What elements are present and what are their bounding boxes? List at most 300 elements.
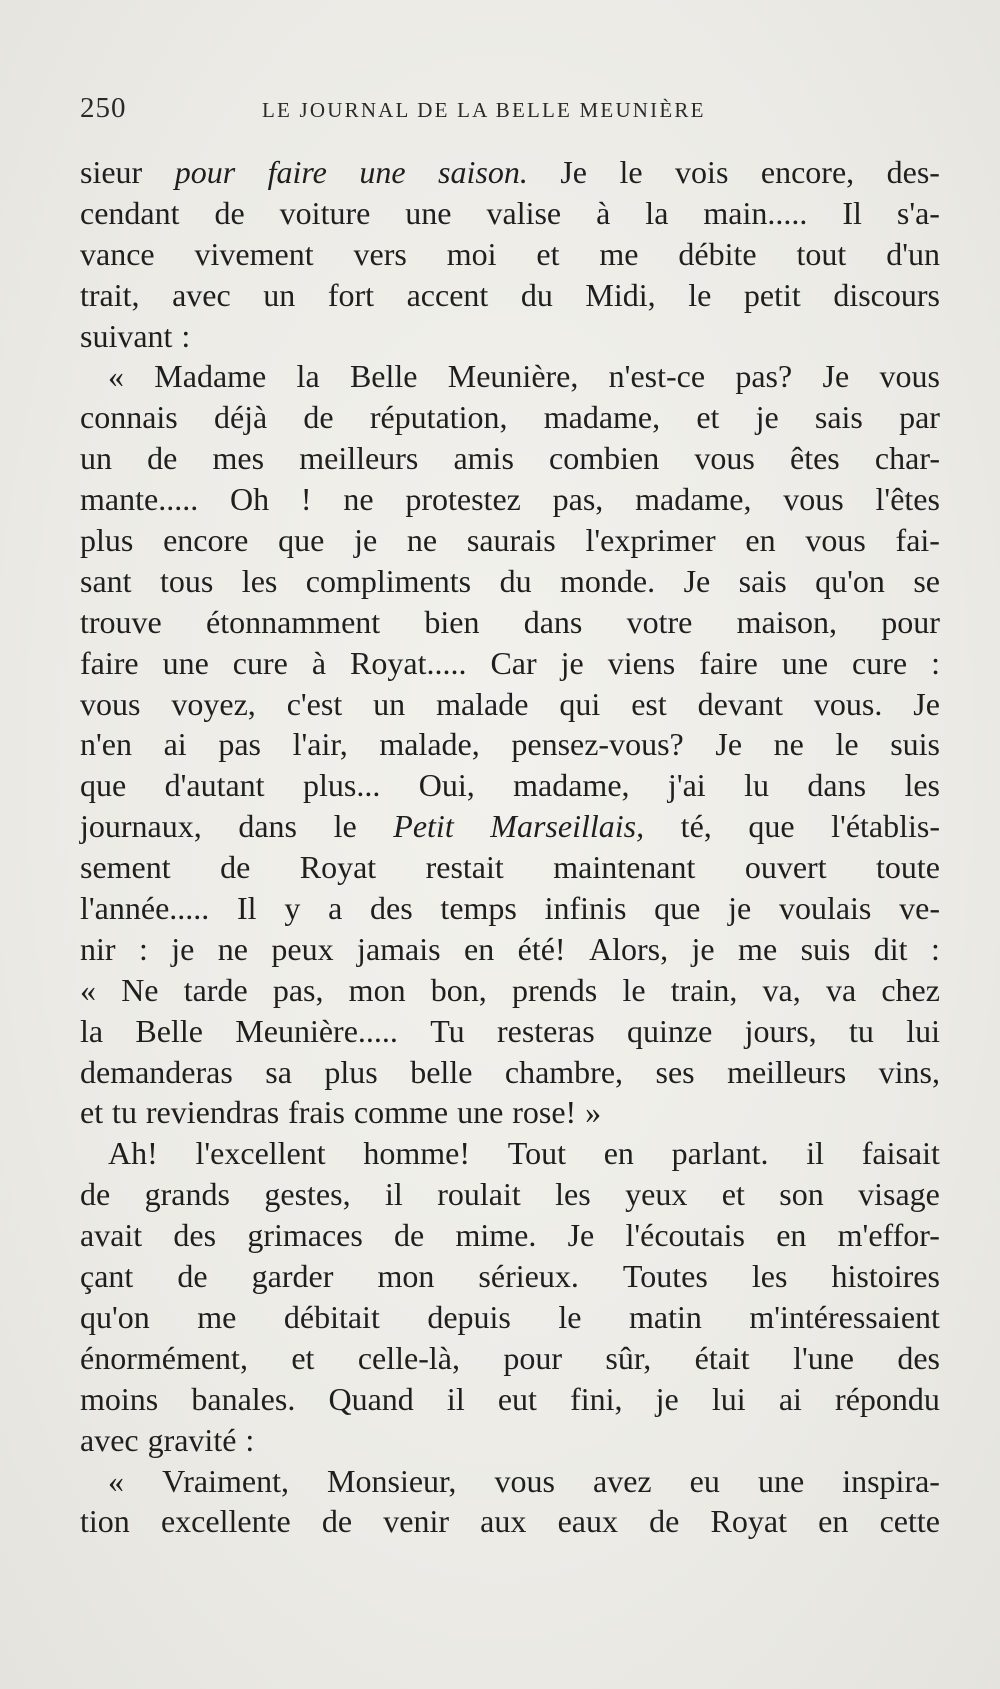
word: les	[904, 767, 940, 804]
word: je	[728, 890, 752, 927]
word: étonnamment	[205, 603, 381, 640]
word: plus...	[302, 767, 381, 804]
word: une	[162, 644, 209, 681]
word: je	[755, 399, 779, 436]
text-line	[80, 1256, 940, 1297]
text-line	[80, 520, 940, 561]
word: pas?	[735, 358, 793, 395]
word: suis	[890, 726, 940, 763]
word: je	[655, 1380, 679, 1417]
word: ne	[773, 726, 804, 763]
word: Royat.....	[350, 644, 467, 681]
text-line	[80, 1052, 940, 1093]
word: pas,	[272, 971, 324, 1008]
word: l'excellent	[195, 1135, 326, 1172]
word: de	[649, 1503, 680, 1540]
word: Petit	[393, 808, 454, 845]
word: dit	[873, 930, 908, 967]
word: Meunière.....	[235, 1012, 398, 1049]
word: plus	[324, 1053, 378, 1090]
word: ai	[778, 1380, 802, 1417]
word: Toutes	[622, 1258, 708, 1295]
word: sement	[80, 849, 171, 886]
word: peux	[271, 930, 334, 967]
word: grimaces	[247, 1217, 363, 1254]
word: meilleurs	[727, 1053, 847, 1090]
word: nir	[80, 930, 116, 967]
text-line	[80, 356, 940, 397]
word: vous.	[813, 685, 883, 722]
word: eut	[497, 1380, 537, 1417]
word: d'un	[886, 235, 940, 272]
word: banales.	[191, 1380, 296, 1417]
word: vers	[353, 235, 407, 272]
word: va	[825, 971, 857, 1008]
word: faisait	[861, 1135, 940, 1172]
word: meilleurs	[299, 440, 419, 477]
word: était	[694, 1339, 750, 1376]
word: de	[147, 440, 178, 477]
word: de	[80, 1176, 111, 1213]
word: en	[745, 522, 776, 559]
word: «	[108, 358, 124, 395]
word: déjà	[213, 399, 268, 436]
word: cure	[852, 644, 908, 681]
word: Marseillais,	[490, 808, 645, 845]
word: histoires	[831, 1258, 940, 1295]
body-text	[80, 152, 940, 1542]
word: mime.	[455, 1217, 537, 1254]
word: le	[558, 1298, 582, 1335]
word: a	[328, 890, 343, 927]
word: et	[696, 399, 720, 436]
word: jours,	[744, 1012, 817, 1049]
word: !	[300, 481, 312, 518]
word: vous	[80, 685, 141, 722]
word: Il	[237, 890, 257, 927]
word: tion	[80, 1503, 130, 1540]
word: vous	[783, 481, 844, 518]
word: pour	[881, 603, 940, 640]
text-line	[80, 193, 940, 234]
word: réputation,	[369, 399, 508, 436]
text-line	[80, 1501, 940, 1542]
word: :	[181, 317, 191, 354]
word: fini,	[570, 1380, 623, 1417]
word: tu	[112, 1094, 137, 1131]
word: une	[359, 154, 406, 190]
word: que	[748, 808, 795, 845]
word: fai-	[895, 522, 940, 559]
word: Je	[822, 358, 850, 395]
word: vois	[675, 154, 729, 190]
word: connais	[80, 399, 178, 436]
page-header	[80, 92, 940, 128]
word: que	[654, 890, 701, 927]
text-line	[80, 1297, 940, 1338]
word: restait	[425, 849, 504, 886]
word: débite	[678, 235, 757, 272]
word: un	[80, 440, 112, 477]
word: protestez	[405, 481, 521, 518]
word: Quand	[328, 1380, 414, 1417]
word: Tout	[507, 1135, 566, 1172]
word: compliments	[305, 562, 472, 599]
word: bien	[424, 603, 480, 640]
word: maison,	[736, 603, 838, 640]
word: dans	[807, 767, 867, 804]
word: petit	[743, 276, 801, 313]
word: avait	[80, 1217, 143, 1254]
word: celle-là,	[357, 1339, 460, 1376]
word: trouve	[80, 603, 162, 640]
word: visage	[858, 1176, 940, 1213]
word: vous	[805, 522, 866, 559]
word: qu'on	[815, 562, 885, 599]
word: énormément,	[80, 1339, 248, 1376]
text-line	[80, 152, 940, 193]
text-line	[80, 929, 940, 970]
word: belle	[410, 1053, 473, 1090]
word: Tu	[430, 1012, 465, 1049]
word: tarde	[183, 971, 248, 1008]
word: parlant.	[671, 1135, 769, 1172]
word: les	[555, 1176, 591, 1213]
word: des	[173, 1217, 217, 1254]
word: toute	[876, 849, 940, 886]
word: prends	[511, 971, 598, 1008]
text-line	[80, 1174, 940, 1215]
word: Je	[560, 154, 587, 190]
word: une	[405, 194, 452, 231]
text-line	[80, 1461, 940, 1502]
word: rose!	[512, 1094, 577, 1131]
word: çant	[80, 1258, 134, 1295]
word: gravité	[147, 1421, 237, 1458]
word: Je	[715, 726, 743, 763]
word: gestes,	[264, 1176, 351, 1213]
word: me	[197, 1298, 237, 1335]
word: que	[278, 522, 325, 559]
word: yeux	[625, 1176, 688, 1213]
word: accent	[406, 276, 489, 313]
word: moi	[446, 235, 497, 272]
text-line	[80, 316, 940, 357]
word: les	[751, 1258, 788, 1295]
word: venir	[383, 1503, 449, 1540]
word: tous	[160, 562, 214, 599]
word: le	[835, 726, 859, 763]
word: l'air,	[292, 726, 348, 763]
word: sûr,	[605, 1339, 652, 1376]
word: »	[585, 1094, 602, 1131]
word: Ah!	[108, 1135, 158, 1172]
word: chez	[881, 971, 940, 1008]
word: m'intéressaient	[749, 1298, 940, 1335]
word: sa	[265, 1053, 292, 1090]
word: vins,	[878, 1053, 940, 1090]
word: main.....	[703, 194, 808, 231]
word: je	[560, 644, 584, 681]
word: vance	[80, 235, 155, 272]
word: Je	[683, 562, 711, 599]
word: une	[781, 644, 829, 681]
word: lui	[906, 1012, 940, 1049]
word: la	[645, 194, 669, 231]
text-line	[80, 1420, 940, 1461]
word: inspira-	[842, 1462, 940, 1499]
word: char-	[874, 440, 940, 477]
word: encore,	[760, 154, 855, 190]
word: jamais	[357, 930, 441, 967]
word: se	[913, 562, 940, 599]
word: maintenant	[553, 849, 696, 886]
text-line	[80, 847, 940, 888]
text-line	[80, 1011, 940, 1052]
word: :	[931, 644, 940, 681]
text-line	[80, 684, 940, 725]
word: faire	[699, 644, 758, 681]
word: journaux,	[80, 808, 202, 845]
word: une	[757, 1462, 805, 1499]
word: :	[245, 1421, 255, 1458]
word: l'écoutais	[625, 1217, 745, 1254]
word: vivement	[194, 235, 314, 272]
word: ne	[343, 481, 374, 518]
word: de	[220, 849, 251, 886]
word: avec	[80, 1421, 139, 1458]
word: l'êtes	[875, 481, 940, 518]
word: ne	[217, 930, 248, 967]
word: mante.....	[80, 481, 199, 518]
text-line	[80, 397, 940, 438]
word: votre	[626, 603, 693, 640]
word: mon	[348, 971, 406, 1008]
word: eu	[689, 1462, 720, 1499]
word: à	[596, 194, 611, 231]
word: il	[446, 1380, 465, 1417]
word: il	[806, 1135, 824, 1172]
word: té,	[680, 808, 712, 845]
word: êtes	[790, 440, 840, 477]
page-number: 250	[80, 92, 127, 124]
word: encore	[163, 522, 249, 559]
word: madame,	[543, 399, 661, 436]
word: de	[214, 194, 245, 231]
word: Je	[567, 1217, 595, 1254]
word: n'en	[80, 726, 132, 763]
word: sant	[80, 562, 132, 599]
word: aux	[480, 1503, 527, 1540]
word: vous	[494, 1462, 555, 1499]
word: dans	[238, 808, 297, 845]
word: en	[776, 1217, 807, 1254]
word: faire	[267, 154, 327, 190]
word: roulait	[437, 1176, 521, 1213]
word: Belle	[135, 1012, 203, 1049]
word: combien	[549, 440, 660, 477]
word: répondu	[835, 1380, 940, 1417]
word: comme	[353, 1094, 449, 1131]
word: l'année.....	[80, 890, 210, 927]
word: depuis	[427, 1298, 511, 1335]
word: je	[691, 930, 715, 967]
word: m'effor-	[837, 1217, 940, 1254]
word: garder	[251, 1258, 334, 1295]
word: viens	[607, 644, 676, 681]
word: qui	[559, 685, 601, 722]
word: :	[138, 930, 148, 967]
word: mon	[377, 1258, 435, 1295]
word: madame,	[513, 767, 630, 804]
word: infinis	[544, 890, 627, 927]
word: et	[291, 1339, 315, 1376]
word: moins	[80, 1380, 159, 1417]
word: été!	[517, 930, 566, 967]
text-line	[80, 888, 940, 929]
word: le	[688, 276, 712, 313]
word: voulais	[778, 890, 872, 927]
word: me	[738, 930, 778, 967]
word: l'établis-	[831, 808, 940, 845]
word: pour	[174, 154, 236, 190]
word: vous	[879, 358, 940, 395]
running-title: LE JOURNAL DE LA BELLE MEUNIÈRE	[262, 98, 706, 122]
word: une	[457, 1094, 504, 1131]
word: plus	[80, 522, 134, 559]
word: malade,	[379, 726, 480, 763]
word: ve-	[899, 890, 940, 927]
text-line	[80, 765, 940, 806]
word: de	[303, 399, 334, 436]
word: avez	[593, 1462, 652, 1499]
word: temps	[440, 890, 517, 927]
text-line	[80, 970, 940, 1011]
word: Il	[842, 194, 862, 231]
word: des	[897, 1339, 940, 1376]
word: j'ai	[667, 767, 706, 804]
word: en	[818, 1503, 849, 1540]
word: discours	[833, 276, 940, 313]
word: grands	[144, 1176, 230, 1213]
word: et	[536, 235, 560, 272]
word: un	[263, 276, 296, 313]
word: Car	[490, 644, 537, 681]
word: que	[80, 767, 127, 804]
word: Oh	[229, 481, 270, 518]
word: et	[80, 1094, 104, 1131]
text-line	[80, 643, 940, 684]
word: la	[80, 1012, 104, 1049]
word: l'une	[793, 1339, 854, 1376]
word: demanderas	[80, 1053, 233, 1090]
word: excellente	[160, 1503, 291, 1540]
text-line	[80, 602, 940, 643]
text-line	[80, 806, 940, 847]
word: pas,	[552, 481, 604, 518]
word: tout	[796, 235, 847, 272]
word: est	[631, 685, 667, 722]
word: de	[177, 1258, 208, 1295]
word: c'est	[286, 685, 343, 722]
word: homme!	[363, 1135, 471, 1172]
word: Vraiment,	[162, 1462, 289, 1499]
word: sais	[738, 562, 787, 599]
word: sieur	[80, 154, 143, 190]
word: madame,	[635, 481, 752, 518]
word: saurais	[466, 522, 556, 559]
word: ai	[163, 726, 187, 763]
word: «	[108, 1462, 124, 1499]
word: des	[370, 890, 413, 927]
word: le	[333, 808, 357, 845]
word: en	[464, 930, 495, 967]
word: je	[171, 930, 195, 967]
word: pas	[218, 726, 261, 763]
word: cette	[879, 1503, 940, 1540]
word: lu	[744, 767, 769, 804]
text-line	[80, 1215, 940, 1256]
word: par	[899, 399, 940, 436]
word: y	[284, 890, 301, 927]
text-line	[80, 479, 940, 520]
word: monde.	[560, 562, 656, 599]
word: matin	[628, 1298, 702, 1335]
word: la	[296, 358, 320, 395]
word: suivant	[80, 317, 173, 354]
word: Je	[913, 685, 940, 722]
word: s'a-	[896, 194, 940, 231]
word: ouvert	[744, 849, 827, 886]
word: bon,	[430, 971, 487, 1008]
text-line	[80, 275, 940, 316]
word: frais	[288, 1094, 345, 1131]
word: chambre,	[504, 1053, 624, 1090]
word: fort	[327, 276, 375, 313]
word: train,	[670, 971, 738, 1008]
word: faire	[80, 644, 139, 681]
word: saison.	[438, 154, 528, 190]
word: de	[321, 1503, 353, 1540]
word: avec	[172, 276, 231, 313]
word: resteras	[496, 1012, 595, 1049]
word: et	[721, 1176, 745, 1213]
word: les	[241, 562, 278, 599]
word: voiture	[279, 194, 371, 231]
word: mes	[212, 440, 265, 477]
word: amis	[453, 440, 514, 477]
word: qu'on	[80, 1298, 150, 1335]
word: valise	[486, 194, 562, 231]
text-line	[80, 234, 940, 275]
word: débitait	[283, 1298, 380, 1335]
word: dans	[523, 603, 583, 640]
word: Belle	[349, 358, 418, 395]
word: du	[520, 276, 553, 313]
word: reviendras	[145, 1094, 280, 1131]
word: sais	[814, 399, 863, 436]
text-line	[80, 1092, 940, 1133]
text-line	[80, 561, 940, 602]
word: :	[930, 930, 940, 967]
word: voyez,	[171, 685, 256, 722]
word: d'autant	[164, 767, 265, 804]
word: cendant	[80, 194, 180, 231]
word: pensez-vous?	[511, 726, 684, 763]
word: quinze	[627, 1012, 713, 1049]
word: va,	[762, 971, 801, 1008]
word: tu	[848, 1012, 874, 1049]
